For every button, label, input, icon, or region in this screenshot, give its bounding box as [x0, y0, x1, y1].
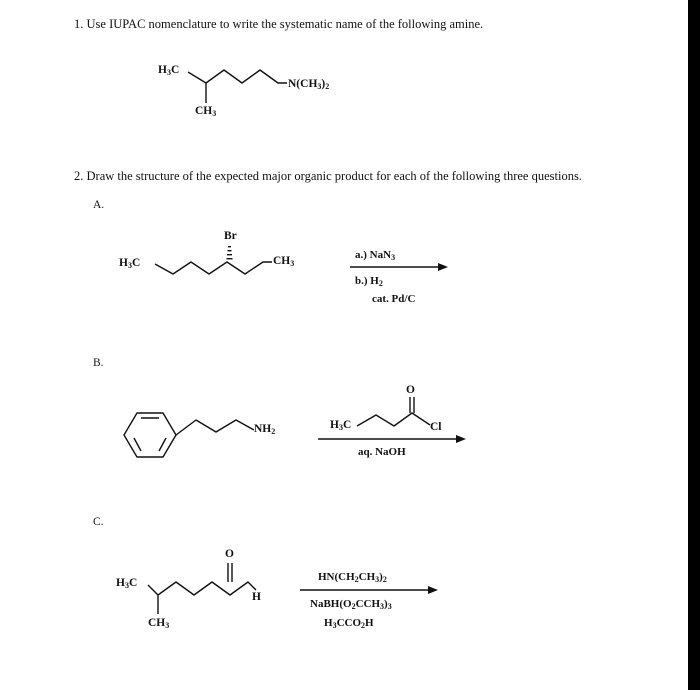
c-methyl-label: $CH_3$	[148, 617, 170, 630]
dark-edge-strip	[688, 0, 700, 690]
q1-dimethylamino-label: $N(CH_3)_2$	[288, 78, 330, 91]
c-aldehyde-h-label: H	[252, 591, 261, 603]
a-hashed-wedge-3	[227, 254, 232, 255]
q1-h3c-label: $H_3C$	[158, 64, 180, 77]
c-h3c-label: $H_3C$	[116, 577, 138, 590]
a-arrowhead	[438, 263, 448, 271]
question-1-number: 1.	[74, 17, 84, 31]
part-c-label: C.	[93, 516, 104, 528]
a-hashed-wedge-4	[227, 258, 233, 259]
c-reagent-3: $H_3CCO_2H$	[324, 617, 374, 630]
c-aldehyde-skeleton	[148, 582, 256, 595]
a-reagent-2: b.) $H_2$	[355, 275, 383, 288]
a-bromine-label: Br	[224, 230, 237, 242]
b-acyl-oxygen-label: O	[406, 384, 415, 396]
a-ch3-label: $CH_3$	[273, 255, 295, 268]
part-a-label: A.	[93, 199, 105, 211]
b-nh2-label: $NH_2$	[254, 423, 276, 436]
b-reagent: aq. NaOH	[358, 446, 406, 458]
q1-methyl-label: $CH_3$	[195, 105, 217, 118]
c-reagent-2: $NaBH(O_2CCH_3)_3$	[310, 598, 392, 611]
a-h3c-label: $H_3C$	[119, 257, 141, 270]
question-2-text: Draw the structure of the expected major organic product for each of the following three questions.	[86, 169, 582, 183]
b-acyl-chlorine-label: Cl	[430, 421, 442, 433]
q1-amine-skeleton	[188, 70, 287, 83]
part-b-label: B.	[93, 357, 104, 369]
b-chain-skeleton	[176, 420, 254, 435]
b-ring-inner-bond-2	[159, 438, 166, 451]
b-ring-inner-bond-3	[134, 438, 141, 451]
question-2-number: 2.	[74, 169, 84, 183]
a-alkyl-skeleton	[155, 262, 272, 274]
b-benzene-ring	[124, 413, 176, 457]
b-arrowhead	[456, 435, 466, 443]
a-reagent-3: cat. Pd/C	[372, 293, 416, 305]
a-hashed-wedge-2	[228, 250, 232, 251]
a-hashed-wedge-1	[228, 246, 231, 247]
a-reagent-1: a.) NaN$_3$	[355, 249, 396, 262]
b-acyl-skeleton	[357, 413, 430, 426]
c-oxygen-label: O	[225, 548, 234, 560]
b-acyl-h3c-label: $H_3C$	[330, 419, 352, 432]
c-arrowhead	[428, 586, 438, 594]
c-reagent-1: $HN(CH_2CH_3)_2$	[318, 571, 387, 584]
question-1-text: Use IUPAC nomenclature to write the systematic name of the following amine.	[86, 17, 484, 31]
